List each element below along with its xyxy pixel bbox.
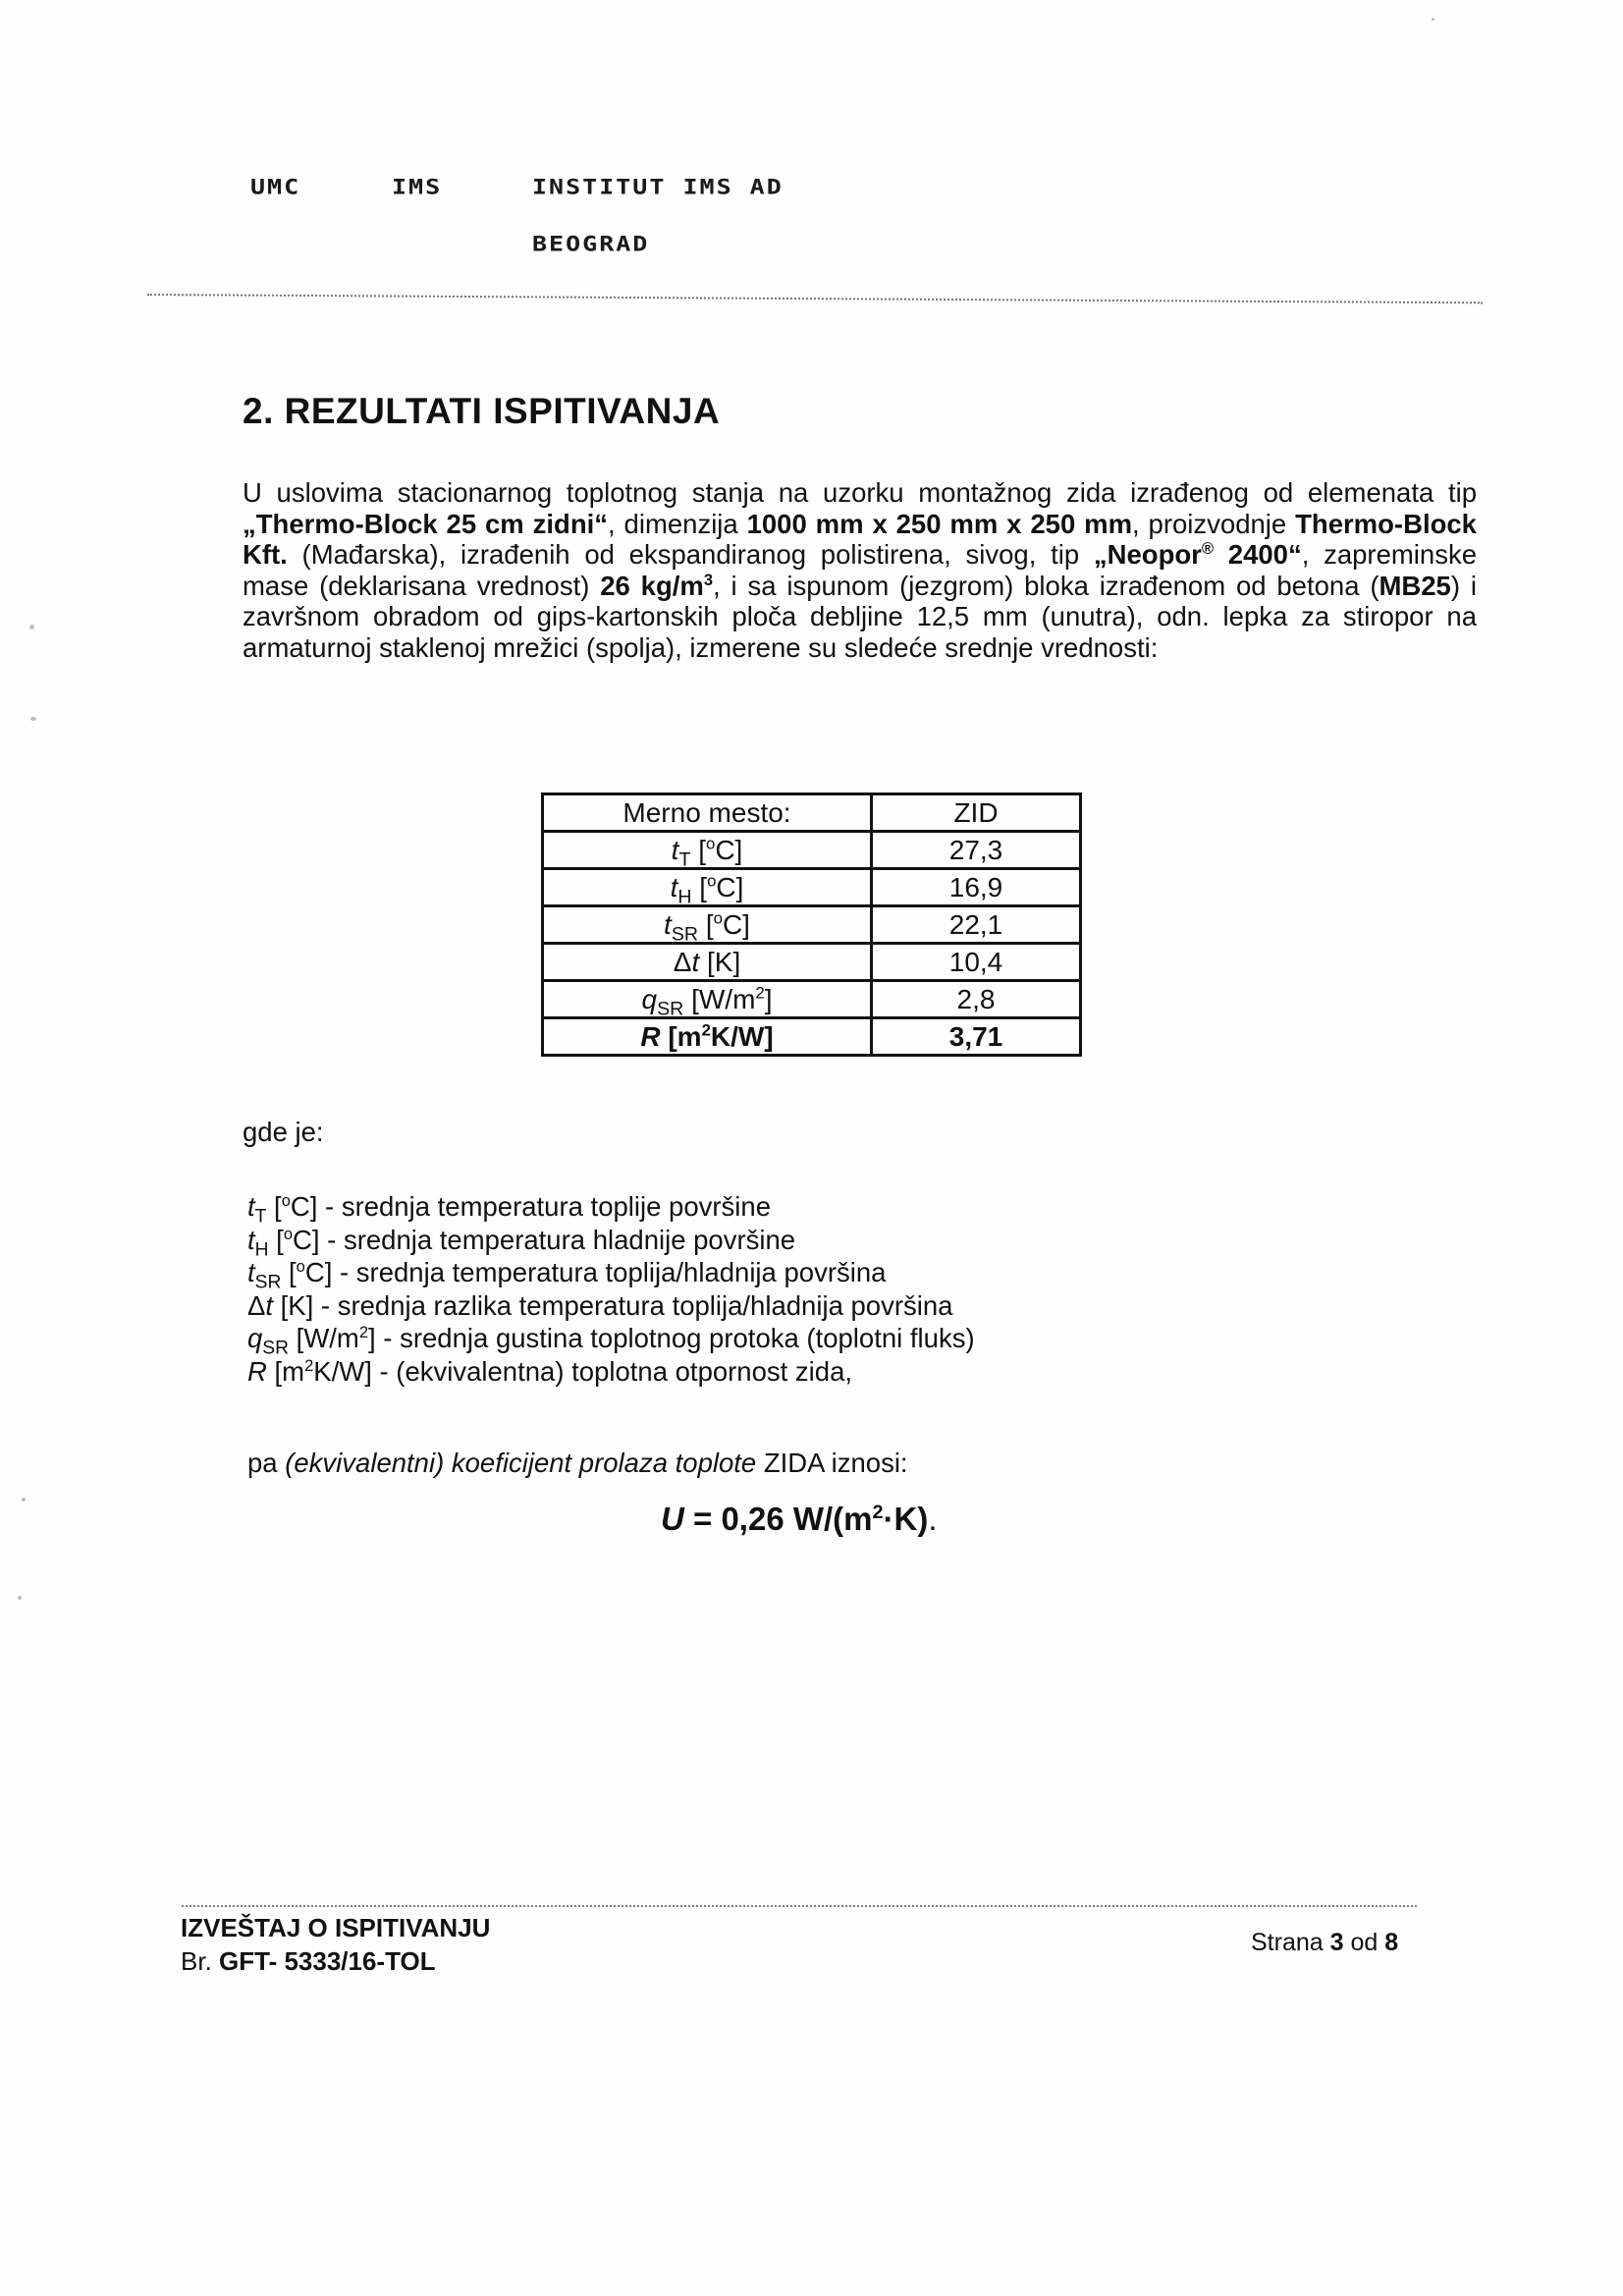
- legend-description: - srednja temperatura toplija/hladnija površina: [332, 1257, 887, 1287]
- symbol: t: [265, 1289, 274, 1321]
- unit: [m: [266, 1355, 305, 1387]
- header-value: ZID: [872, 794, 1081, 832]
- unit-superscript: 2: [701, 1020, 711, 1040]
- table-header-row: [543, 794, 1081, 832]
- dimensions: 1000 mm x 250 mm x 250 mm: [746, 508, 1133, 539]
- unit-superscript: o: [707, 871, 717, 891]
- density-exponent: 3: [703, 571, 714, 589]
- symbol-subscript: SR: [262, 1338, 290, 1359]
- unit: ]: [368, 1323, 376, 1353]
- scan-speck: [30, 717, 36, 721]
- conclusion-lead: pa: [247, 1448, 286, 1478]
- unit-superscript: 2: [755, 983, 765, 1003]
- u-value-formula: [661, 1501, 938, 1538]
- unit: [: [691, 871, 708, 902]
- unit: [: [698, 908, 714, 940]
- product-type: „Thermo-Block 25 cm zidni“: [243, 508, 609, 539]
- unit-superscript: o: [281, 1191, 291, 1210]
- symbol-subscript: SR: [254, 1272, 282, 1293]
- symbol: t: [247, 1224, 255, 1255]
- density: [600, 571, 713, 601]
- conclusion-italic: (ekvivalentni) koeficijent prolaza toplote: [285, 1448, 757, 1478]
- intro-text: , dimenzija: [608, 508, 747, 539]
- unit: K/W]: [313, 1355, 372, 1387]
- legend-item: [247, 1355, 975, 1389]
- unit: ]: [764, 983, 773, 1014]
- institute-name: INSTITUT IMS AD: [532, 175, 784, 199]
- symbol: t: [671, 834, 679, 865]
- section-heading: 2. REZULTATI ISPITIVANJA: [243, 391, 721, 431]
- symbol: t: [664, 908, 672, 940]
- unit: [: [281, 1257, 297, 1287]
- unit-superscript: o: [713, 908, 723, 928]
- unit: C]: [722, 908, 750, 940]
- scan-speck: [18, 1596, 22, 1600]
- results-table: [541, 793, 1082, 1057]
- symbol-subscript: H: [677, 886, 692, 908]
- page-prefix: Strana: [1251, 1929, 1330, 1956]
- unit: C]: [715, 834, 743, 865]
- ims-logo: IMS: [392, 175, 443, 199]
- symbol: t: [247, 1191, 255, 1222]
- symbol-prefix: Δ: [247, 1289, 266, 1321]
- u-value: = 0,26 W/(m: [683, 1501, 873, 1537]
- unit: C]: [290, 1191, 318, 1222]
- unit-superscript: o: [705, 834, 716, 853]
- unit: [W/m: [683, 983, 756, 1014]
- symbol: q: [247, 1323, 263, 1353]
- intro-paragraph: [243, 477, 1477, 663]
- table-row: [543, 832, 1081, 869]
- symbol: t: [247, 1257, 255, 1287]
- u-unit-end: K): [893, 1501, 929, 1537]
- where-label: gde je:: [243, 1117, 324, 1147]
- measurement-label: [543, 944, 872, 981]
- legend-item: [247, 1322, 975, 1359]
- header-divider: [147, 294, 1483, 303]
- intro-text: ) i završnom obradom od gips-kartonskih ploča debljine 12,5 mm (unutra), odn. lepka za stiropor na armaturnoj staklenoj mrežici (spolja), izmerene su sledeće srednje vrednosti:: [243, 570, 1477, 663]
- unit-superscript: o: [283, 1225, 294, 1243]
- unit-superscript: 2: [304, 1356, 314, 1375]
- conclusion-text: [247, 1448, 908, 1479]
- page-of: od: [1343, 1929, 1385, 1956]
- unit: [: [266, 1191, 282, 1222]
- symbol-subscript: SR: [657, 998, 684, 1020]
- symbol-subscript: T: [678, 848, 691, 871]
- institute-city: BEOGRAD: [532, 232, 650, 256]
- concrete-grade: MB25: [1379, 570, 1451, 601]
- unit: [K]: [699, 946, 741, 977]
- measurement-value: 2,8: [872, 981, 1081, 1018]
- report-number-value: GFT- 5333/16-TOL: [219, 1946, 436, 1976]
- conclusion-tail: ZIDA iznosi:: [756, 1448, 908, 1478]
- eps-type: [1094, 539, 1302, 570]
- measurement-value: 27,3: [872, 832, 1081, 869]
- unit: [: [690, 834, 706, 865]
- unit: [W/m: [289, 1323, 359, 1353]
- intro-text: , i sa ispunom (jezgrom) bloka izrađenom od betona (: [713, 570, 1380, 601]
- table-row: [543, 1018, 1081, 1056]
- legend-item: [247, 1256, 975, 1293]
- legend-item: [247, 1190, 975, 1228]
- measurement-value: 22,1: [872, 906, 1081, 944]
- registered-mark: ®: [1201, 539, 1215, 558]
- page-current: 3: [1329, 1929, 1344, 1956]
- u-symbol: U: [661, 1501, 684, 1537]
- symbol-prefix: Δ: [673, 946, 692, 977]
- symbol: q: [641, 983, 658, 1014]
- symbol-subscript: H: [254, 1239, 269, 1260]
- unit: C]: [293, 1224, 320, 1255]
- legend-description: - srednja gustina toplotnog protoka (toplotni fluks): [375, 1323, 975, 1353]
- measurement-label: [543, 1018, 872, 1056]
- unit: K/W]: [710, 1020, 774, 1052]
- measurement-label: [543, 906, 872, 944]
- u-period: .: [928, 1501, 938, 1537]
- legend-description: - srednja razlika temperatura toplija/hladnija površina: [313, 1289, 953, 1321]
- eps-type-name: „Neopor: [1093, 539, 1202, 570]
- scan-speck: [22, 1498, 26, 1502]
- u-exponent: 2: [872, 1502, 884, 1523]
- symbol: R: [640, 1020, 661, 1052]
- unit: [K]: [273, 1289, 314, 1321]
- unit: C]: [716, 871, 744, 902]
- table-row: [543, 869, 1081, 906]
- symbol: t: [670, 871, 678, 902]
- measurement-value: 10,4: [872, 944, 1081, 981]
- unit-superscript: o: [296, 1257, 305, 1276]
- unit: [: [268, 1224, 284, 1255]
- report-title: IZVEŠTAJ O ISPITIVANJU: [181, 1913, 491, 1942]
- umc-logo: UMC: [250, 175, 301, 199]
- intro-text: , zapreminske mase (deklarisana vrednost): [243, 539, 1477, 601]
- measurement-value: 3,71: [872, 1018, 1081, 1056]
- measurement-label: [543, 981, 872, 1018]
- symbol-subscript: T: [254, 1206, 267, 1228]
- table-row: [543, 944, 1081, 981]
- table-row: [543, 981, 1081, 1018]
- eps-type-grade: 2400“: [1214, 539, 1302, 570]
- density-value: 26 kg/m: [600, 570, 704, 601]
- report-number: [181, 1946, 436, 1977]
- measurement-label: [543, 869, 872, 906]
- measurement-label: [543, 832, 872, 869]
- u-dot: ·: [883, 1501, 894, 1537]
- manufacturer: Thermo-Block Kft.: [243, 508, 1477, 570]
- page-total: 8: [1384, 1929, 1399, 1956]
- legend-description: - (ekvivalentna) toplotna otpornost zida,: [371, 1355, 853, 1387]
- scan-speck: [29, 625, 34, 629]
- legend-description: - srednja temperatura hladnije površine: [319, 1224, 796, 1255]
- legend-item: [247, 1289, 975, 1323]
- report-number-prefix: Br.: [181, 1946, 220, 1976]
- page-indicator: [1251, 1929, 1398, 1957]
- legend-description: - srednja temperatura toplije površine: [317, 1191, 771, 1222]
- footer-divider: [182, 1905, 1417, 1907]
- intro-text: U uslovima stacionarnog toplotnog stanja na uzorku montažnog zida izrađenog od elemenata tip: [243, 477, 1477, 508]
- unit: C]: [304, 1257, 333, 1287]
- intro-text: (Mađarska), izrađenih od ekspandiranog polistirena, sivog, tip: [287, 539, 1094, 570]
- legend-item: [247, 1224, 975, 1260]
- scan-speck: [1432, 18, 1434, 21]
- unit-superscript: 2: [358, 1323, 369, 1341]
- symbol: R: [247, 1355, 267, 1387]
- symbol-subscript: SR: [671, 923, 699, 946]
- measurement-value: 16,9: [872, 869, 1081, 906]
- symbol: t: [691, 946, 700, 977]
- unit: [m: [660, 1020, 702, 1052]
- table-row: [543, 906, 1081, 944]
- symbol-legend: [247, 1190, 975, 1388]
- intro-text: , proizvodnje: [1132, 508, 1296, 539]
- header-label: Merno mesto:: [543, 794, 872, 832]
